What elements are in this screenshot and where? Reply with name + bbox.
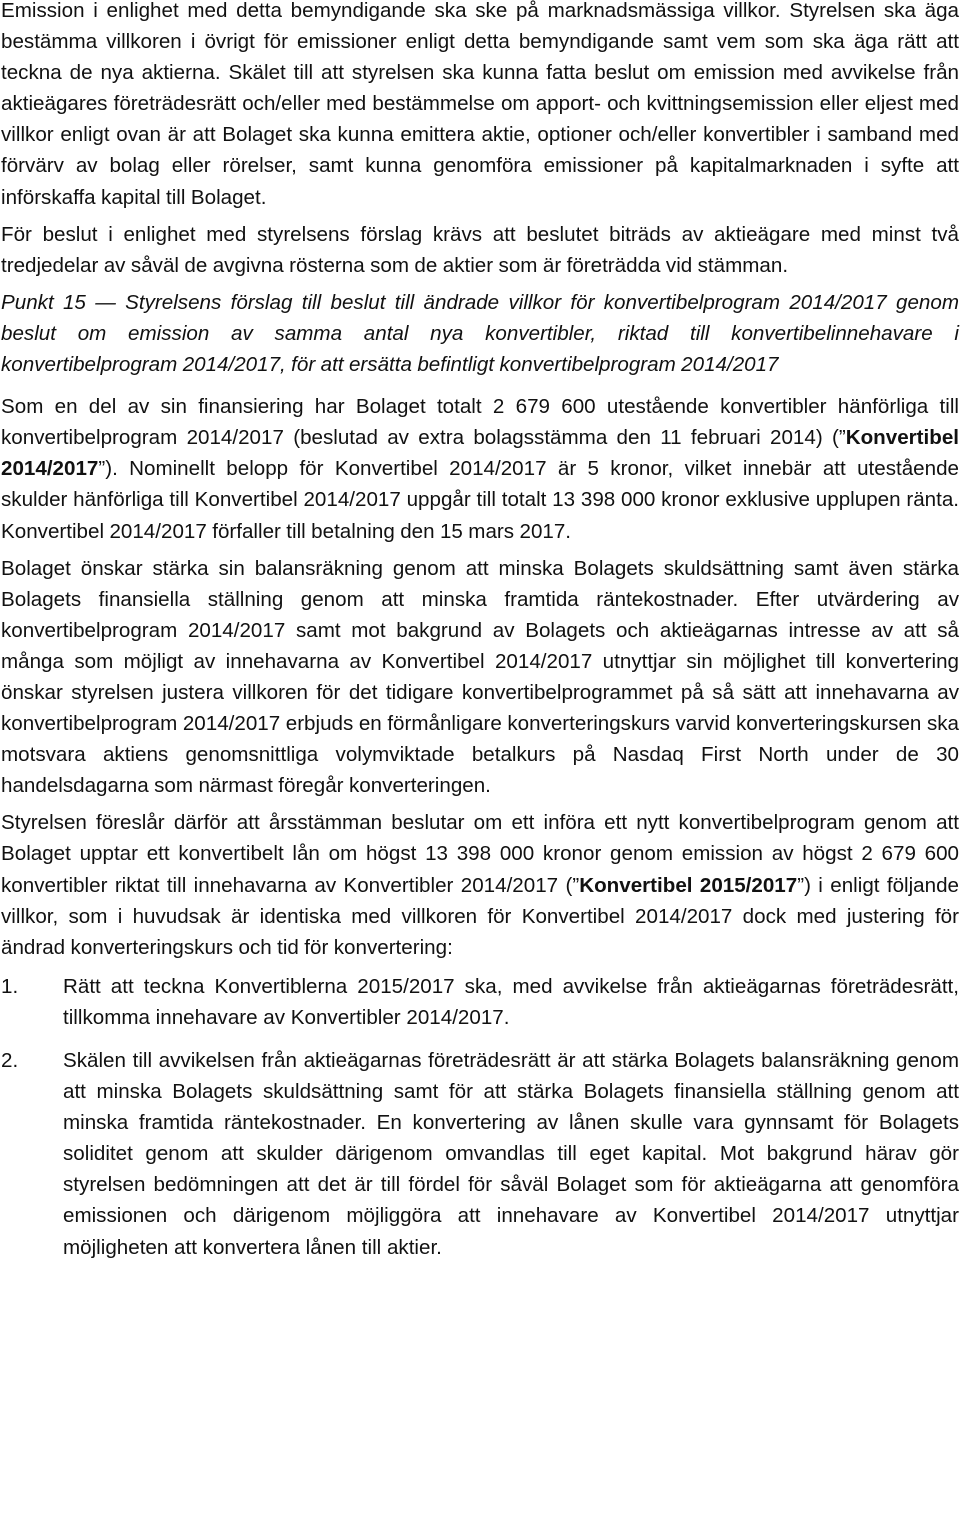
background-bold-term: Konvertibel 2014/2017 (1, 426, 959, 481)
proposal-text-before: Styrelsen föreslår därför att årsstämman beslutar om ett införa ett nytt konvertibelprogram genom att Bolaget upptar ett konvertibelt lån om högst 13 398 000 kronor genom emission av högst 2 679 600 konvertibler riktat till innehavarna av Konvertibler 2014/2017 (” (1, 811, 959, 897)
section-heading-text: Punkt 15 — Styrelsens förslag till beslut till ändrade villkor för konvertibelprogram 2014/2017 genom beslut om emission av samma antal nya konvertibler, riktad till konvertibelinnehavare i konvertibelprogram 2014/2017, för att ersätta befintligt konvertibelprogram 2014/2017 (1, 290, 959, 377)
conditions-list (1, 971, 959, 1263)
list-item (1, 971, 959, 1033)
proposal-text-after: ”) i enligt följande villkor, som i huvudsak är identiska med villkoren för Konvertibel 2014/2017 dock med justering för ändrad konverteringskurs och tid för konvertering: (1, 873, 960, 959)
list-item-text: Rätt att teckna Konvertiblerna 2015/2017 ska, med avvikelse från aktieägarnas företrädesrätt, tillkomma innehavare av Konvertibler 2014/2017. (63, 974, 959, 1029)
intro-text: Emission i enlighet med detta bemyndigande ska ske på marknadsmässiga villkor. Styrelsen ska äga bestämma villkoren i övrigt för emissioner enligt detta bemyndigande samt vem som ska äga rätt att teckna de nya aktierna. Skälet till att styrelsen ska kunna fatta beslut om emission med avvikelse från aktieägares företrädesrätt och/eller med bestämmelse om apport- och kvittningsemission eller eljest med villkor enligt ovan är att Bolaget ska kunna emittera aktie, optioner och/eller konvertibler i samband med förvärv av bolag eller rörelser, samt kunna genomföra emissioner på kapitalmarknaden i syfte att införskaffa kapital till Bolaget. (1, 0, 959, 209)
background-text-after: ”). Nominellt belopp för Konvertibel 2014/2017 är 5 kronor, vilket innebär att utestående skulder hänförliga till Konvertibel 2014/2017 uppgår till totalt 13 398 000 kronor exklusive upplupen ränta. Konvertibel 2014/2017 förfaller till betalning den 15 mars 2017. (1, 457, 959, 543)
section-heading (1, 287, 959, 380)
majority-text: För beslut i enlighet med styrelsens förslag krävs att beslutet biträds av aktieägare med minst två tredjedelar av såväl de avgivna rösterna som de aktier som är företrädda vid stämman. (1, 222, 959, 277)
intro-paragraph (1, 0, 959, 213)
proposal-bold-term: Konvertibel 2015/2017 (579, 873, 798, 897)
proposal-paragraph (1, 807, 959, 962)
rationale-paragraph (1, 553, 959, 802)
background-text-before: Som en del av sin finansiering har Bolaget totalt 2 679 600 utestående konvertibler hänförliga till konvertibelprogram 2014/2017 (beslutad av extra bolagsstämma den 11 februari 2014) (” (1, 395, 959, 450)
rationale-text: Bolaget önskar stärka sin balansräkning genom att minska Bolagets skuldsättning samt även stärka Bolagets finansiella ställning genom att minska framtida räntekostnader. Efter utvärdering av konvertibelprogram 2014/2017 samt mot bakgrund av Bolagets och aktieägarnas intresse av att så många som möjligt av innehavarna av Konvertibel 2014/2017 utnyttjar sin möjlighet till konvertering önskar styrelsen justera villkoren för det tidigare konvertibelprogrammet på så sätt att innehavarna av konvertibelprogram 2014/2017 erbjuds en förmånligare konverteringskurs varvid konverteringskursen ska motsvara aktiens genomsnittliga volymviktade betalkurs på Nasdaq First North under de 30 handelsdagarna som närmast föregår konverteringen. (1, 556, 959, 798)
list-item (1, 1045, 959, 1263)
list-item-text: Skälen till avvikelsen från aktieägarnas företrädesrätt är att stärka Bolagets balansräkning genom att minska Bolagets skuldsättning samt för att stärka Bolagets finansiella ställning genom att minska framtida räntekostnader. En konvertering av lånen skulle vara gynnsamt för Bolagets soliditet genom att skulder därigenom omvandlas till eget kapital. Mot bakgrund härav gör styrelsen bedömningen att det är till fördel för såväl Bolaget som för aktieägarna att genomföra emissionen och därigenom möjliggöra att innehavare av Konvertibel 2014/2017 utnyttjar möjligheten att konvertera lånen till aktier. (63, 1049, 959, 1259)
list-item-number: 1. (1, 974, 19, 998)
background-paragraph (1, 391, 959, 546)
list-item-number: 2. (1, 1049, 19, 1072)
majority-paragraph (1, 219, 959, 281)
